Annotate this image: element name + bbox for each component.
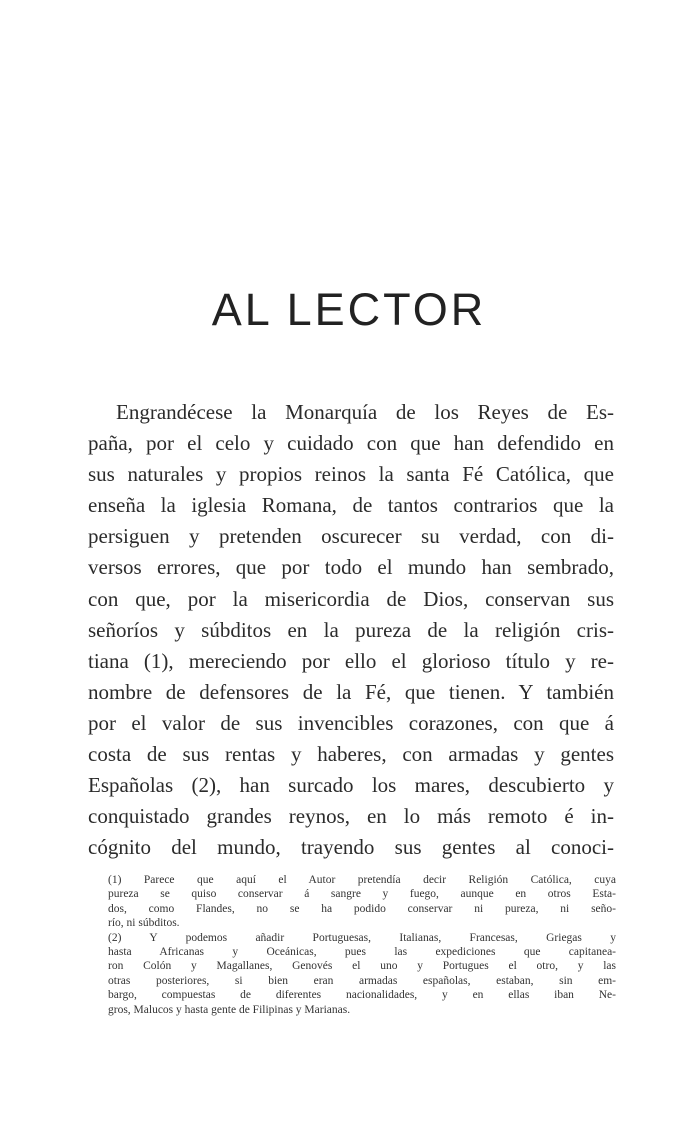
body-line: versos errores, que por todo el mundo han sembrado,	[88, 555, 614, 580]
body-line: cógnito del mundo, trayendo sus gentes al conoci-	[88, 835, 614, 860]
footnote-line: ron Colón y Magallanes, Genovés el uno y Portugues el otro, y las	[108, 960, 616, 973]
body-line: persiguen y pretenden oscurecer su verdad, con di-	[88, 524, 614, 549]
page-title: AL LECTOR	[211, 284, 487, 335]
footnote-line: dos, como Flandes, no se ha podido conservar ni pureza, ni seño-	[108, 902, 616, 915]
footnote-line: pureza se quiso conservar á sangre y fuego, aunque en otros Esta-	[108, 888, 616, 901]
body-line: sus naturales y propios reinos la santa Fé Católica, que	[88, 462, 614, 487]
body-line: Engrandécese la Monarquía de los Reyes de Es-	[116, 400, 614, 424]
body-line: por el valor de sus invencibles corazones, con que á	[88, 710, 614, 735]
footnote-line: gros, Malucos y hasta gente de Filipinas y Marianas.	[108, 1003, 351, 1016]
body-line: costa de sus rentas y haberes, con armadas y gentes	[88, 742, 614, 767]
body-line: enseña la iglesia Romana, de tantos contrarios que la	[88, 493, 614, 518]
body-line: con que, por la misericordia de Dios, conservan sus	[88, 586, 614, 611]
footnote-line: bargo, compuestas de diferentes nacionalidades, y en ellas iban Ne-	[108, 989, 616, 1002]
body-line: Españolas (2), han surcado los mares, descubierto y	[88, 773, 614, 798]
footnote-line: (1) Parece que aquí el Autor pretendía decir Religión Católica, cuya	[108, 874, 616, 886]
body-line: tiana (1), mereciendo por ello el glorioso título y re-	[88, 648, 614, 673]
body-line: señoríos y súbditos en la pureza de la religión cris-	[88, 617, 614, 642]
footnote-line: otras posteriores, si bien eran armadas españolas, estaban, sin em-	[108, 974, 616, 987]
body-line: conquistado grandes reynos, en lo más remoto é in-	[88, 804, 614, 829]
footnote-line: (2) Y podemos añadir Portuguesas, Italianas, Francesas, Griegas y	[108, 931, 616, 944]
body-text	[88, 397, 614, 863]
footnote-line: río, ni súbditos.	[108, 917, 180, 930]
footnotes	[108, 873, 616, 1017]
body-line: nombre de defensores de la Fé, que tienen. Y también	[88, 679, 614, 704]
body-line: paña, por el celo y cuidado con que han defendido en	[88, 431, 614, 456]
footnote-line: hasta Africanas y Oceánicas, pues las expediciones que capitanea-	[108, 945, 616, 958]
